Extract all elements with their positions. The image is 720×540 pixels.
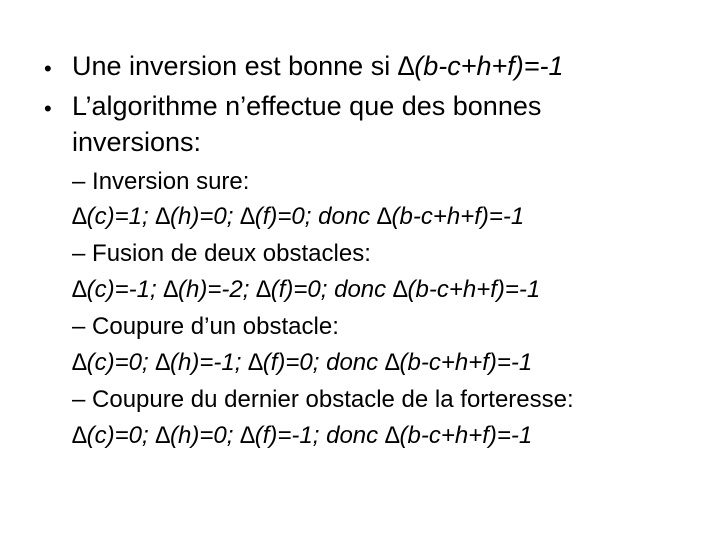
subitem-3-label: Coupure d’un obstacle: (92, 313, 339, 340)
subitem-marker: – (72, 313, 86, 340)
subitem-marker: – (72, 240, 86, 267)
bullet-marker: • (44, 96, 52, 121)
subitem-4-formula: ∆(c)=0; ∆(h)=0; ∆(f)=-1; donc ∆(b-c+h+f)=-1 (72, 422, 533, 449)
subitem-3-label-line (72, 315, 339, 339)
subitem-3-formula: ∆(c)=0; ∆(h)=-1; ∆(f)=0; donc ∆(b-c+h+f)=-1 (72, 349, 533, 376)
subitem-4-label-line (72, 388, 574, 412)
subitem-marker: – (72, 386, 86, 413)
subitem-2-label: Fusion de deux obstacles: (92, 240, 371, 267)
subitem-1-formula: ∆(c)=1; ∆(h)=0; ∆(f)=0; donc ∆(b-c+h+f)=-1 (72, 203, 525, 230)
subitem-4-label: Coupure du dernier obstacle de la forteresse: (92, 386, 574, 413)
subitem-marker: – (72, 168, 86, 195)
bullet-marker: • (44, 56, 52, 81)
bullet-2-text: L’algorithme n’effectue que des bonnes (72, 91, 542, 121)
subitem-1-label: Inversion sure: (92, 168, 250, 195)
subitem-2-formula: ∆(c)=-1; ∆(h)=-2; ∆(f)=0; donc ∆(b-c+h+f)=-1 (72, 276, 541, 303)
subitem-2-label-line (72, 242, 371, 266)
bullet-1-formula: ∆(b-c+h+f)=-1 (397, 51, 564, 81)
bullet-1-text: Une inversion est bonne si (72, 51, 398, 81)
subitem-1-label-line (72, 170, 249, 194)
bullet-1 (72, 53, 564, 80)
bullet-2-continuation: inversions: (72, 127, 202, 157)
